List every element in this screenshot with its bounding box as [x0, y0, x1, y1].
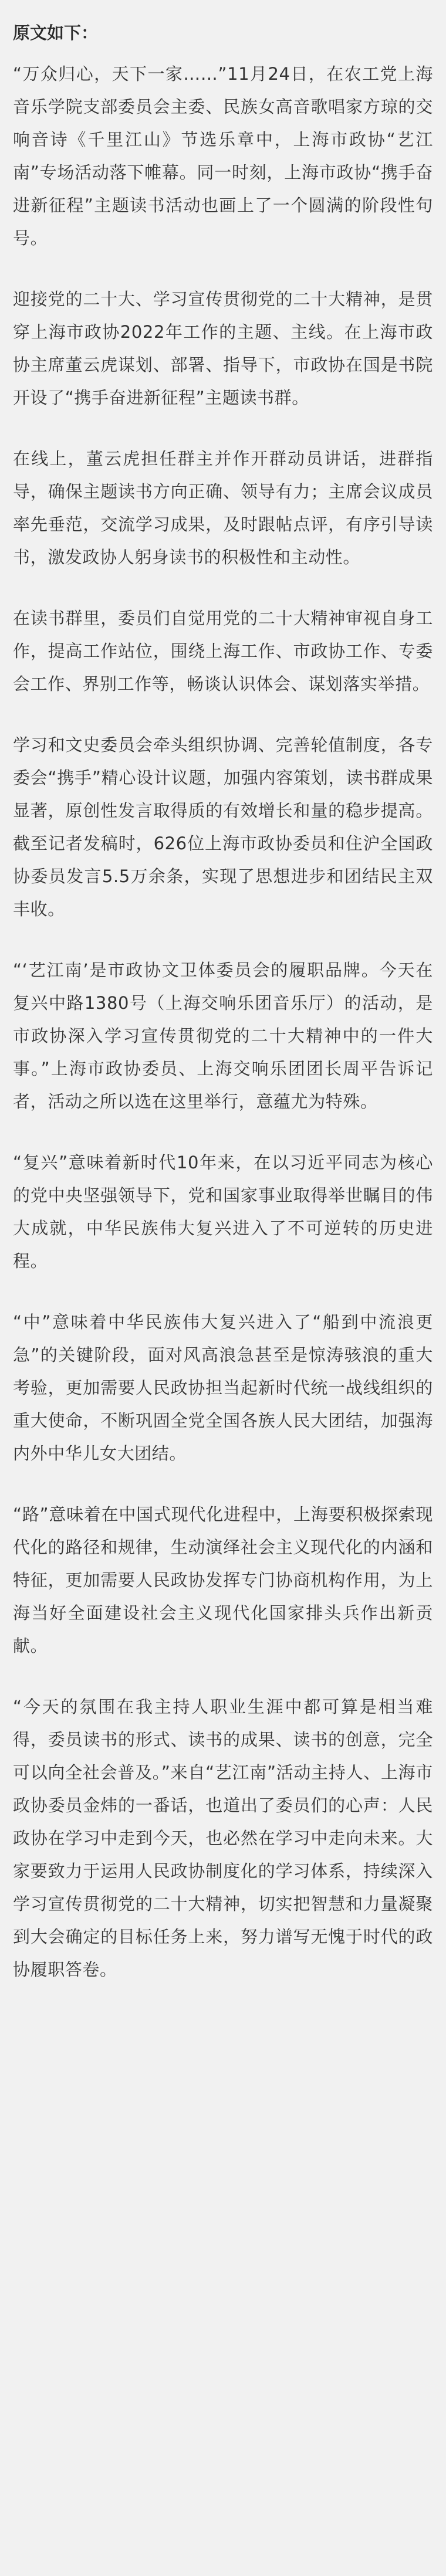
- paragraph: 学习和文史委员会牵头组织协调、完善轮值制度，各专委会“携手”精心设计议题，加强内容策划，读书群成果显著，原创性发言取得质的有效增长和量的稳步提高。截至记者发稿时，626位上海市政协委员和住沪全国政协委员发言5.5万余条，实现了思想进步和团结民主双丰收。: [13, 735, 433, 919]
- article-heading: 原文如下：: [13, 23, 99, 43]
- paragraph: “中”意味着中华民族伟大复兴进入了“船到中流浪更急”的关键阶段，面对风高浪急甚至是惊涛骇浪的重大考验，更加需要人民政协担当起新时代统一战线组织的重大使命，不断巩固全党全国各族人民大团结，加强海内外中华儿女大团结。: [13, 1312, 433, 1463]
- paragraph: “今天的氛围在我主持人职业生涯中都可算是相当难得，委员读书的形式、读书的成果、读书的创意，完全可以向全社会普及。”来自“艺江南”活动主持人、上海市政协委员金炜的一番话，也道出了委员们的心声：人民政协在学习中走到今天，也必然在学习中走向未来。大家要致力于运用人民政协制度化的学习体系，持续深入学习宣传贯彻党的二十大精神，切实把智慧和力量凝聚到大会确定的目标任务上来，努力谱写无愧于时代的政协履职答卷。: [13, 1697, 433, 1980]
- paragraph: 迎接党的二十大、学习宣传贯彻党的二十大精神，是贯穿上海市政协2022年工作的主题、主线。在上海市政协主席董云虎谋划、部署、指导下，市政协在国是书院开设了“携手奋进新征程”主题读书群。: [13, 289, 433, 408]
- paragraph: “‘艺江南’是市政协文卫体委员会的履职品牌。今天在复兴中路1380号（上海交响乐团音乐厅）的活动，是市政协深入学习宣传贯彻党的二十大精神中的一件大事。”上海市政协委员、上海交响乐团团长周平告诉记者，活动之所以选在这里举行，意蕴尤为特殊。: [13, 960, 433, 1111]
- paragraph: “复兴”意味着新时代10年来，在以习近平同志为核心的党中央坚强领导下，党和国家事业取得举世瞩目的伟大成就，中华民族伟大复兴进入了不可逆转的历史进程。: [13, 1153, 433, 1271]
- paragraph: 在读书群里，委员们自觉用党的二十大精神审视自身工作，提高工作站位，围绕上海工作、市政协工作、专委会工作、界别工作等，畅谈认识体会、谋划落实举措。: [13, 608, 433, 694]
- paragraph: “路”意味着在中国式现代化进程中，上海要积极探索现代化的路径和规律，生动演绎社会主义现代化的内涵和特征，更加需要人民政协发挥专门协商机构作用，为上海当好全面建设社会主义现代化国家排头兵作出新贡献。: [13, 1504, 433, 1656]
- paragraph: 在线上，董云虎担任群主并作开群动员讲话，进群指导，确保主题读书方向正确、领导有力；主席会议成员率先垂范，交流学习成果，及时跟帖点评，有序引导读书，激发政协人躬身读书的积极性和主动性。: [13, 449, 433, 567]
- paragraph: “万众归心，天下一家……”11月24日，在农工党上海音乐学院支部委员会主委、民族女高音歌唱家方琼的交响音诗《千里江山》节选乐章中，上海市政协“艺江南”专场活动落下帷幕。同一时刻，上海市政协“携手奋进新征程”主题读书活动也画上了一个圆满的阶段性句号。: [13, 64, 433, 248]
